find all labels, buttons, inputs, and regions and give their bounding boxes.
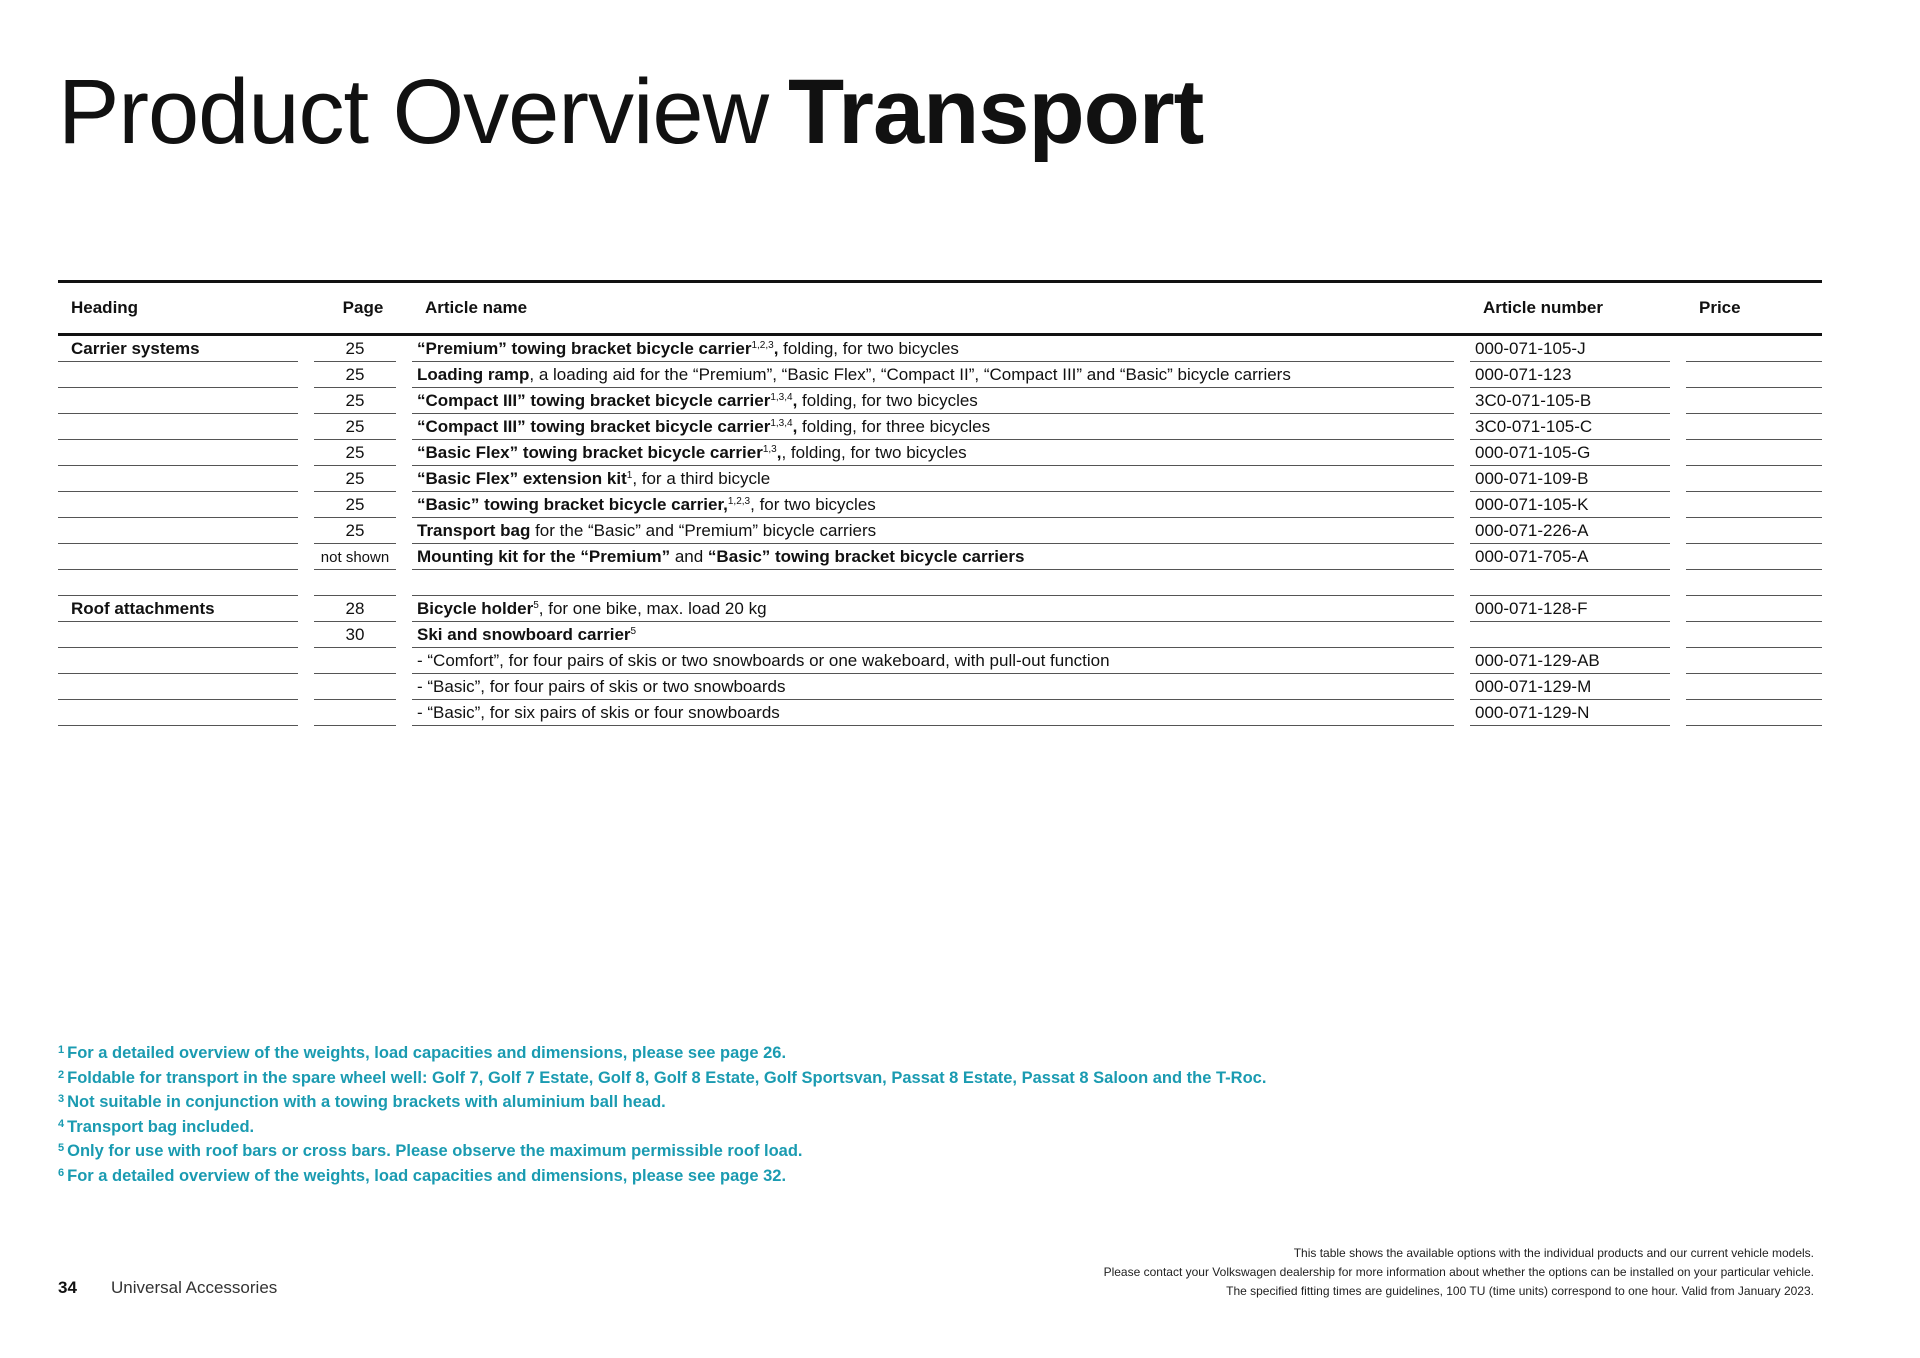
footnote: [58, 1161, 1266, 1186]
page-text: 25: [345, 365, 365, 384]
table-row: [58, 544, 1822, 570]
disclaimer-line: The specified fitting times are guidelines, 100 TU (time units) correspond to one hour. Valid from January 2023.: [1226, 1284, 1814, 1298]
heading-cell: [58, 362, 314, 388]
table-row: [58, 388, 1822, 414]
price-cell: [1686, 674, 1822, 700]
article-number-text: 000-071-105-J: [1475, 339, 1586, 358]
heading-cell: [58, 414, 314, 440]
price-cell: [1686, 648, 1822, 674]
article-name-bold: ,: [792, 391, 798, 410]
footnote-text: Not suitable in conjunction with a towing brackets with aluminium ball head.: [67, 1093, 666, 1111]
heading-cell: [58, 596, 314, 622]
page-cell: [314, 518, 412, 544]
article-name-text: , for two bicycles: [750, 495, 876, 514]
page-text: 28: [345, 599, 365, 618]
table-row: [58, 648, 1822, 674]
footnote-number: 6: [58, 1166, 65, 1179]
page-cell: [314, 388, 412, 414]
article-number-text: 000-071-105-K: [1475, 495, 1589, 514]
heading-cell: [58, 622, 314, 648]
article-number-cell: [1470, 622, 1686, 648]
footnote-number: 3: [58, 1093, 65, 1105]
price-cell: [1686, 388, 1822, 414]
footnote: [58, 1063, 1266, 1088]
article-name-text: folding, for two bicycles: [778, 339, 959, 358]
column-header-page: Page: [314, 283, 412, 336]
article-name-bold: “Compact III” towing bracket bicycle carrier: [417, 391, 771, 410]
heading-cell: [58, 700, 314, 726]
heading-text: Roof attachments: [71, 599, 215, 618]
article-name-cell: [412, 518, 1470, 544]
price-cell: [1686, 596, 1822, 622]
page-cell: [314, 466, 412, 492]
article-name-bold: ,: [773, 339, 779, 358]
page-number: 34: [58, 1278, 77, 1297]
article-name-cell: [412, 336, 1470, 362]
page-text: 25: [345, 417, 365, 436]
heading-cell: [58, 674, 314, 700]
footnote: [58, 1038, 1266, 1063]
article-number-text: 000-071-128-F: [1475, 599, 1588, 618]
article-name-cell: [412, 544, 1470, 570]
footnote-text: For a detailed overview of the weights, load capacities and dimensions, please see page 26.: [67, 1044, 787, 1062]
article-name-cell: [412, 648, 1470, 674]
page-cell: [314, 440, 412, 466]
column-header-heading: Heading: [58, 283, 314, 336]
page-cell: [314, 570, 412, 596]
table-row: [58, 570, 1822, 596]
column-header-article-number: Article number: [1470, 283, 1686, 336]
page-text: not shown: [320, 549, 390, 566]
article-name-text: and: [670, 547, 708, 566]
page-text: 25: [345, 469, 365, 488]
article-number-cell: [1470, 544, 1686, 570]
article-number-text: 000-071-705-A: [1475, 547, 1589, 566]
table-row: [58, 492, 1822, 518]
price-cell: [1686, 440, 1822, 466]
page-text: 25: [345, 443, 365, 462]
footnote-text: For a detailed overview of the weights, load capacities and dimensions, please see page 32.: [67, 1166, 787, 1185]
article-number-text: 000-071-109-B: [1475, 469, 1589, 488]
article-number-cell: [1470, 518, 1686, 544]
disclaimer-line: This table shows the available options with the individual products and our current vehicle models.: [1293, 1246, 1814, 1260]
article-name-cell: [412, 414, 1470, 440]
price-cell: [1686, 466, 1822, 492]
article-name-cell: [412, 622, 1470, 648]
article-number-text: 000-071-123: [1475, 365, 1572, 384]
footnote-text: Transport bag included.: [67, 1117, 255, 1136]
footnote-text: Foldable for transport in the spare wheel well: Golf 7, Golf 7 Estate, Golf 8, Golf 8 Estate, Golf Sportsvan, Passat 8 Estate, Passat 8 Saloon and the T-Roc.: [67, 1068, 1267, 1087]
article-name-bold: “Basic” towing bracket bicycle carrier,: [417, 495, 728, 514]
article-name-bold: “Basic” towing bracket bicycle carriers: [707, 547, 1025, 566]
footnote-number: 5: [58, 1142, 65, 1154]
article-number-text: 3C0-071-105-B: [1475, 391, 1592, 410]
footnote: [58, 1136, 1266, 1161]
article-name-text: - “Basic”, for four pairs of skis or two snowboards: [417, 677, 786, 696]
column-header-price: Price: [1686, 283, 1822, 336]
article-name-text: - “Comfort”, for four pairs of skis or two snowboards or one wakeboard, with pull-out function: [417, 651, 1110, 670]
article-name-bold: “Basic Flex” towing bracket bicycle carrier: [417, 443, 763, 462]
table-row: [58, 518, 1822, 544]
article-name-text: , a loading aid for the “Premium”, “Basic Flex”, “Compact II”, “Compact III” and “Basic” bicycle carriers: [529, 365, 1291, 384]
article-number-cell: [1470, 336, 1686, 362]
page-title: [58, 62, 1203, 163]
article-name-bold: ,: [776, 443, 782, 462]
page-cell: [314, 648, 412, 674]
heading-cell: [58, 466, 314, 492]
article-name-cell: [412, 466, 1470, 492]
page-cell: [314, 414, 412, 440]
table-row: [58, 466, 1822, 492]
article-number-text: 000-071-105-G: [1475, 443, 1591, 462]
article-number-cell: [1470, 700, 1686, 726]
article-name-cell: [412, 388, 1470, 414]
article-name-cell: [412, 362, 1470, 388]
heading-cell: [58, 648, 314, 674]
article-name-cell: [412, 570, 1470, 596]
section-name: Universal Accessories: [111, 1278, 278, 1297]
price-cell: [1686, 336, 1822, 362]
footnote-ref: 1,2,3: [727, 496, 751, 507]
page-cell: [314, 336, 412, 362]
disclaimer-line: Please contact your Volkswagen dealership for more information about whether the options can be installed on your particular vehicle.: [1103, 1265, 1814, 1279]
page-cell: [314, 700, 412, 726]
footnote-ref: 1: [626, 470, 633, 481]
footnote-ref: 1,2,3: [751, 340, 774, 351]
footnote-number: 2: [58, 1068, 65, 1081]
article-name-bold: Ski and snowboard carrier: [417, 625, 631, 644]
page-text: 30: [345, 625, 365, 644]
page-cell: [314, 622, 412, 648]
page-cell: [314, 492, 412, 518]
heading-cell: [58, 570, 314, 596]
article-number-text: 3C0-071-105-C: [1475, 417, 1593, 436]
disclaimer: [1104, 1244, 1814, 1301]
article-name-cell: [412, 440, 1470, 466]
heading-text: Carrier systems: [71, 339, 200, 358]
footnotes: [58, 1038, 1266, 1185]
page-cell: [314, 544, 412, 570]
table-row: [58, 414, 1822, 440]
table-body: [58, 336, 1822, 726]
table-row: [58, 596, 1822, 622]
page-title-light: Product Overview: [58, 61, 769, 163]
price-cell: [1686, 518, 1822, 544]
table-row: [58, 440, 1822, 466]
article-name-cell: [412, 700, 1470, 726]
price-cell: [1686, 570, 1822, 596]
footnote: [58, 1087, 1266, 1112]
article-number-cell: [1470, 440, 1686, 466]
footnote-ref: 1,3: [762, 444, 777, 455]
heading-cell: [58, 336, 314, 362]
article-number-cell: [1470, 648, 1686, 674]
article-name-text: folding, for three bicycles: [797, 417, 991, 436]
article-number-cell: [1470, 466, 1686, 492]
article-name-text: folding, for two bicycles: [797, 391, 978, 410]
article-name-bold: Loading ramp: [417, 365, 530, 384]
price-cell: [1686, 492, 1822, 518]
table-row: [58, 700, 1822, 726]
page-text: 25: [345, 391, 365, 410]
price-cell: [1686, 622, 1822, 648]
page-cell: [314, 596, 412, 622]
article-number-text: 000-071-129-N: [1475, 703, 1590, 722]
page-cell: [314, 674, 412, 700]
article-name-text: , for a third bicycle: [632, 469, 771, 488]
heading-cell: [58, 440, 314, 466]
article-name-bold: “Premium” towing bracket bicycle carrier: [417, 339, 752, 358]
footnote-text: Only for use with roof bars or cross bars. Please observe the maximum permissible roof load.: [67, 1142, 803, 1160]
footnote-ref: 5: [533, 600, 539, 611]
article-number-cell: [1470, 362, 1686, 388]
page-cell: [314, 362, 412, 388]
page-text: 25: [345, 339, 365, 358]
table-row: [58, 336, 1822, 362]
footnote-ref: 1,3,4: [770, 392, 793, 403]
footnote-number: 4: [58, 1117, 65, 1130]
table-header-row: [58, 283, 1822, 336]
article-number-cell: [1470, 388, 1686, 414]
article-number-cell: [1470, 570, 1686, 596]
article-name-text: for the “Basic” and “Premium” bicycle carriers: [530, 521, 877, 540]
footnote: [58, 1112, 1266, 1137]
page-text: 25: [345, 521, 365, 540]
footnote-ref: 1,3,4: [770, 418, 793, 429]
page-title-bold: Transport: [788, 61, 1204, 163]
footnote-ref: 5: [630, 626, 637, 637]
article-number-text: 000-071-226-A: [1475, 521, 1589, 540]
heading-cell: [58, 544, 314, 570]
article-number-cell: [1470, 414, 1686, 440]
article-number-text: 000-071-129-M: [1475, 677, 1592, 696]
article-name-bold: Bicycle holder: [417, 599, 534, 618]
article-name-bold: ,: [792, 417, 798, 436]
article-name-text: - “Basic”, for six pairs of skis or four snowboards: [417, 703, 780, 722]
article-name-text: , for one bike, max. load 20 kg: [538, 599, 767, 618]
page-text: 25: [345, 495, 365, 514]
price-cell: [1686, 362, 1822, 388]
article-name-bold: Mounting kit for the “Premium”: [417, 547, 671, 566]
price-cell: [1686, 700, 1822, 726]
article-name-bold: “Compact III” towing bracket bicycle carrier: [417, 417, 771, 436]
heading-cell: [58, 492, 314, 518]
article-name-bold: Transport bag: [417, 521, 531, 540]
article-name-cell: [412, 596, 1470, 622]
article-name-bold: “Basic Flex” extension kit: [417, 469, 627, 488]
heading-cell: [58, 388, 314, 414]
table-row: [58, 674, 1822, 700]
article-number-cell: [1470, 492, 1686, 518]
article-name-cell: [412, 674, 1470, 700]
article-name-cell: [412, 492, 1470, 518]
article-number-cell: [1470, 596, 1686, 622]
price-cell: [1686, 414, 1822, 440]
footnote-number: 1: [58, 1044, 65, 1056]
price-cell: [1686, 544, 1822, 570]
article-number-text: 000-071-129-AB: [1475, 651, 1600, 670]
product-table: [58, 280, 1822, 726]
article-number-cell: [1470, 674, 1686, 700]
article-name-text: , folding, for two bicycles: [781, 443, 967, 462]
table-row: [58, 622, 1822, 648]
heading-cell: [58, 518, 314, 544]
table-row: [58, 362, 1822, 388]
column-header-article-name: Article name: [412, 283, 1470, 336]
